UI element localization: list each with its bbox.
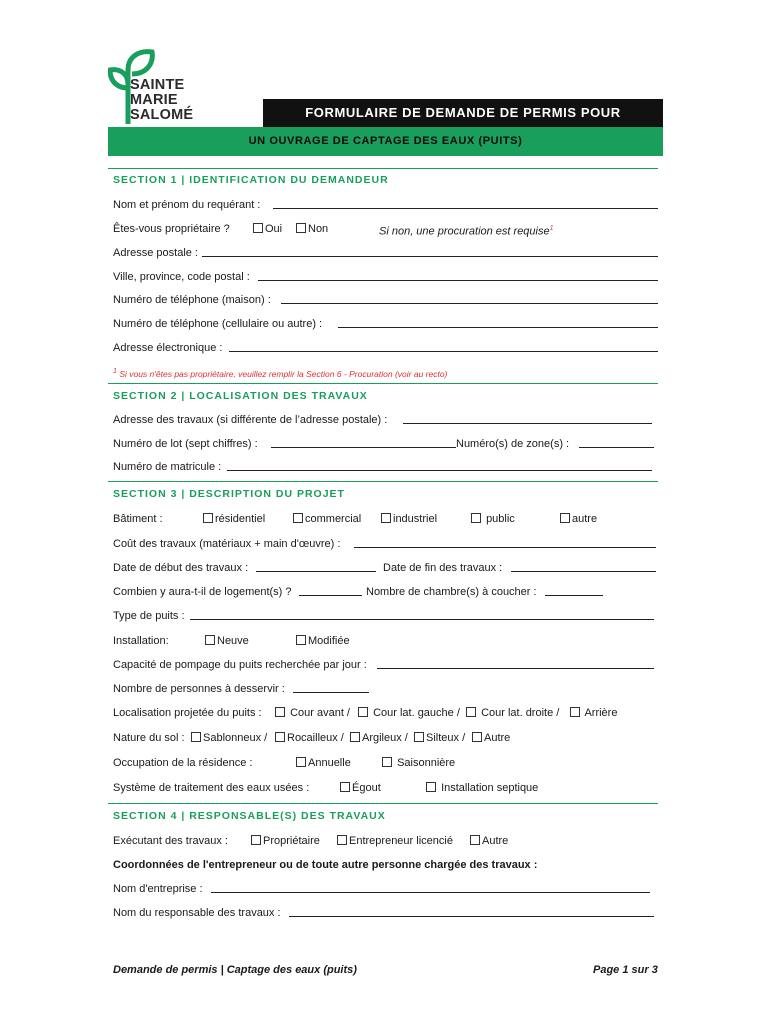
coordonnees-heading: Coordonnées de l'entrepreneur ou de toute autre personne chargée des travaux : xyxy=(113,859,538,871)
responsable-input[interactable] xyxy=(289,906,654,917)
field-sol: Nature du sol : Sablonneux / Rocailleux / Argileux / Silteux / Autre xyxy=(113,732,511,744)
industriel-checkbox[interactable] xyxy=(381,513,391,523)
field-type-puits: Type de puits : xyxy=(113,609,658,623)
cour-gauche-checkbox[interactable] xyxy=(358,707,368,717)
annuelle-checkbox[interactable] xyxy=(296,757,306,767)
residentiel-checkbox[interactable] xyxy=(203,513,213,523)
saisonniere-checkbox[interactable] xyxy=(382,757,392,767)
chambres-input[interactable] xyxy=(545,585,603,596)
nom-input[interactable] xyxy=(273,198,658,209)
field-logements: Combien y aura-t-il de logement(s) ? Nombre de chambre(s) à coucher : xyxy=(113,585,658,599)
arriere-checkbox[interactable] xyxy=(570,707,580,717)
logo xyxy=(108,48,218,124)
field-capacite: Capacité de pompage du puits recherchée par jour : xyxy=(113,658,658,672)
sablonneux-checkbox[interactable] xyxy=(191,732,201,742)
form-title-line1: FORMULAIRE DE DEMANDE DE PERMIS POUR xyxy=(263,99,663,127)
section-1-heading: SECTION 1 | IDENTIFICATION DU DEMANDEUR xyxy=(113,174,389,186)
entreprise-input[interactable] xyxy=(211,882,650,893)
autre-checkbox[interactable] xyxy=(560,513,570,523)
adresse-input[interactable] xyxy=(202,246,658,257)
field-nom: Nom et prénom du requérant : xyxy=(113,198,658,212)
adresse-travaux-input[interactable] xyxy=(403,413,652,424)
footer-title: Demande de permis | Captage des eaux (puits) xyxy=(113,964,357,976)
field-adresse: Adresse postale : xyxy=(113,246,658,260)
field-matricule: Numéro de matricule : xyxy=(113,460,658,474)
field-cout: Coût des travaux (matériaux + main d'œuvre) : xyxy=(113,537,658,551)
autre-sol-checkbox[interactable] xyxy=(472,732,482,742)
footnote: $^1$ Si vous n'êtes pas propriétaire, veuillez remplir la Section 6 - Procuration (voir au recto) xyxy=(113,367,448,379)
field-lot: Numéro de lot (sept chiffres) : Numéro(s) de zone(s) : xyxy=(113,437,658,451)
field-localisation: Localisation projetée du puits : Cour avant / Cour lat. gauche / Cour lat. droite / Arrière xyxy=(113,707,618,719)
form-title-line2: UN OUVRAGE DE CAPTAGE DES EAUX (PUITS) xyxy=(108,127,663,156)
field-dates: Date de début des travaux : Date de fin des travaux : xyxy=(113,561,658,575)
field-responsable: Nom du responsable des travaux : xyxy=(113,906,658,920)
field-ville: Ville, province, code postal : xyxy=(113,270,658,284)
non-checkbox[interactable] xyxy=(296,223,306,233)
section-divider xyxy=(108,803,658,804)
section-2-heading: SECTION 2 | LOCALISATION DES TRAVAUX xyxy=(113,390,368,402)
entrepreneur-checkbox[interactable] xyxy=(337,835,347,845)
section-3-heading: SECTION 3 | DESCRIPTION DU PROJET xyxy=(113,488,345,500)
field-batiment: Bâtiment : résidentiel commercial industriel public autre xyxy=(113,513,598,525)
field-personnes: Nombre de personnes à desservir : xyxy=(113,682,658,696)
type-puits-input[interactable] xyxy=(190,609,654,620)
field-installation: Installation: Neuve Modifiée xyxy=(113,635,350,647)
cour-droite-checkbox[interactable] xyxy=(466,707,476,717)
tel-maison-input[interactable] xyxy=(281,293,658,304)
logements-input[interactable] xyxy=(299,585,362,596)
field-proprietaire: Êtes-vous propriétaire ? Oui Non Si non, une procuration est requise$^1$ xyxy=(113,223,554,238)
egout-checkbox[interactable] xyxy=(340,782,350,792)
public-checkbox[interactable] xyxy=(471,513,481,523)
capacite-input[interactable] xyxy=(377,658,654,669)
personnes-input[interactable] xyxy=(293,682,369,693)
field-adresse-travaux: Adresse des travaux (si différente de l’adresse postale) : xyxy=(113,413,658,427)
logo-wordmark: SAINTE MARIE SALOMÉ xyxy=(130,77,194,123)
section-divider xyxy=(108,168,658,169)
section-divider xyxy=(108,383,658,384)
septique-checkbox[interactable] xyxy=(426,782,436,792)
field-tel-cell: Numéro de téléphone (cellulaire ou autre) : xyxy=(113,317,658,331)
zone-input[interactable] xyxy=(579,437,654,448)
fin-input[interactable] xyxy=(511,561,656,572)
neuve-checkbox[interactable] xyxy=(205,635,215,645)
lot-input[interactable] xyxy=(271,437,456,448)
section-divider xyxy=(108,481,658,482)
page-number: Page 1 sur 3 xyxy=(593,964,658,976)
argileux-checkbox[interactable] xyxy=(350,732,360,742)
cour-avant-checkbox[interactable] xyxy=(275,707,285,717)
ville-input[interactable] xyxy=(258,270,658,281)
field-executant: Exécutant des travaux : Propriétaire Entrepreneur licencié Autre xyxy=(113,835,509,847)
matricule-input[interactable] xyxy=(227,460,652,471)
oui-checkbox[interactable] xyxy=(253,223,263,233)
autre-executant-checkbox[interactable] xyxy=(470,835,480,845)
field-occupation: Occupation de la résidence : Annuelle Saisonnière xyxy=(113,757,456,769)
tel-cell-input[interactable] xyxy=(338,317,658,328)
silteux-checkbox[interactable] xyxy=(414,732,424,742)
field-tel-maison: Numéro de téléphone (maison) : xyxy=(113,293,658,307)
debut-input[interactable] xyxy=(256,561,376,572)
field-traitement: Système de traitement des eaux usées : Égout Installation septique xyxy=(113,782,539,794)
field-entreprise: Nom d'entreprise : xyxy=(113,882,658,896)
field-courriel: Adresse électronique : xyxy=(113,341,658,355)
commercial-checkbox[interactable] xyxy=(293,513,303,523)
modifiee-checkbox[interactable] xyxy=(296,635,306,645)
cout-input[interactable] xyxy=(354,537,656,548)
proprietaire-checkbox[interactable] xyxy=(251,835,261,845)
courriel-input[interactable] xyxy=(229,341,658,352)
section-4-heading: SECTION 4 | RESPONSABLE(S) DES TRAVAUX xyxy=(113,810,386,822)
rocailleux-checkbox[interactable] xyxy=(275,732,285,742)
